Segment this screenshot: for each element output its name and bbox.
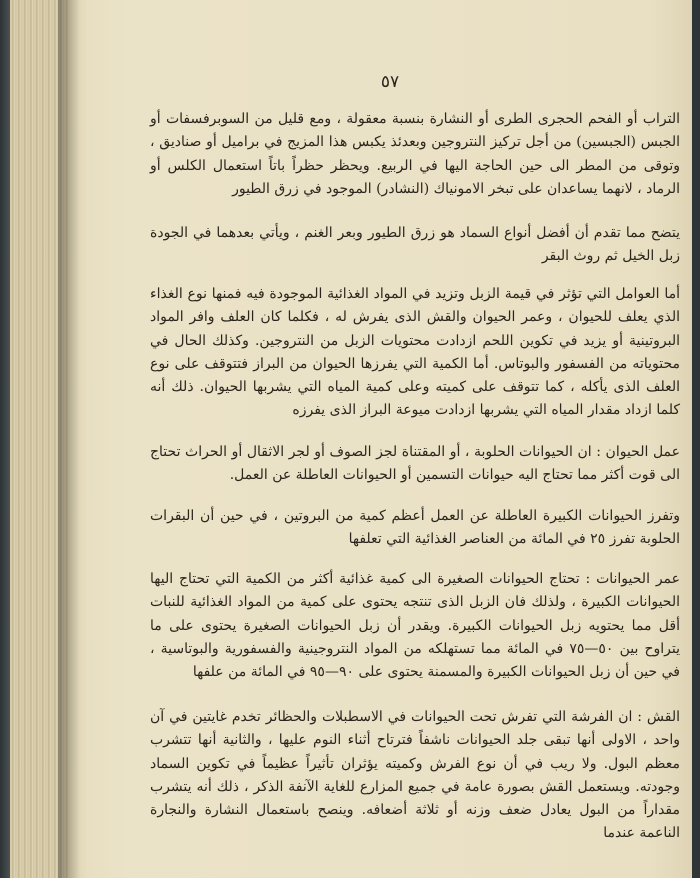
paragraph	[150, 568, 680, 684]
paragraph-text: عمل الحيوان : ان الحيوانات الحلوبة ، أو المقتناة لجز الصوف أو لجر الاثقال أو الحراث تحتاج الى قوت أكثر مما تحتاج اليه حيوانات التسمين أو الحيوانات العاطلة عن العمل.	[150, 444, 680, 484]
book-cover-edge	[0, 0, 10, 878]
paragraph-text: القش : ان الفرشة التي تفرش تحت الحيوانات في الاسطبلات والحظائر تخدم غايتين في آن واحد ، الاولى أنها تبقى جلد الحيوانات ناشفاً فترتاح أثناء النوم عليها ، والثانية أنها تتشرب معظم البول. ولا ريب في أن نوع الفرش وكميته يؤثران تأثيراً عظيماً في تكوين السماد وجودته. ويستعمل القش بصورة عامة في جميع المزارع للغاية الآنفة الذكر ، ذلك أنه يتشرب مقداراً من البول يعادل ضعف وزنه أو ثلاثة أضعافه. وينصح باستعمال النشارة والنجارة الناعمة عندما	[150, 709, 680, 842]
paragraph-text: وتفرز الحيوانات الكبيرة العاطلة عن العمل أعظم كمية من البروتين ، في حين أن البقرات الحلوبة تفرز ٢٥ في المائة من العناصر الغذائية التي تعلفها	[150, 508, 680, 548]
gutter-shadow	[58, 0, 80, 878]
paragraph	[150, 441, 680, 488]
paragraph-text: عمر الحيوانات : تحتاج الحيوانات الصغيرة الى كمية غذائية أكثر من الكمية التي تحتاج اليها الحيوانات الكبيرة ، ولذلك فان الزبل الذى تنتجه يحتوى على كمية من المواد الغذائية للنبات أقل مما يحتويه زبل الحيوانات الكبيرة. ويقدر أن زبل الحيوانات الصغيرة يحتوى على ما يتراوح بين ٥٠—٧٥ في المائة مما تستهلكه من المواد النتروجينية والفسفورية والبوتاسية ، في حين أن زبل الحيوانات الكبيرة والمسمنة يحتوى على ٩٠—٩٥ في المائة من علفها	[150, 571, 680, 681]
paragraph	[150, 706, 680, 846]
paragraph	[150, 108, 680, 201]
paragraph	[150, 505, 680, 552]
paragraph-text: التراب أو الفحم الحجرى الطرى أو النشارة بنسبة معقولة ، ومع قليل من السوبرفسفات أو الجبس (الجبسين) من أجل تركيز النتروجين وبعدئذ يكبس هذا المزيج في براميل أو صناديق ، وتوقى من المطر الى حين الحاجة اليها في الربيع. ويحظر حظراً باتاً استعمال الكلس أو الرماد ، لانهما يساعدان على تبخر الامونياك (النشادر) الموجود في زرق الطيور	[150, 111, 680, 197]
background-edge	[692, 0, 700, 878]
page-number: ٥٧	[380, 72, 400, 92]
paragraph	[150, 283, 680, 423]
paragraph-text: يتضح مما تقدم أن أفضل أنواع السماد هو زرق الطيور وبعر الغنم ، ويأتي بعدهما في الجودة زبل الخيل ثم روث البقر	[150, 225, 680, 265]
paragraph	[150, 222, 680, 269]
paragraph-text: أما العوامل التي تؤثر في قيمة الزبل وتزيد في المواد الغذائية الموجودة فيه فمنها نوع الغذاء الذي يعلف للحيوان ، وعمر الحيوان والقش الذى يفرش له ، فكلما كان العلف وافر المواد البروتينية أو يزيد في تكوين اللحم ازدادت محتويات الزبل من النتروجين. وكذلك الحال في محتوياته من الفسفور والبوتاس. أما الكمية التي يفرزها الحيوان من البراز فتتوقف على نوع العلف الذى يأكله ، كما تتوقف على كميته وعلى كمية المياه التي يشربها الحيوان. ذلك أنه كلما ازداد مقدار المياه التي يشربها ازدادت ميوعة البراز الذى يفرزه	[150, 286, 680, 419]
